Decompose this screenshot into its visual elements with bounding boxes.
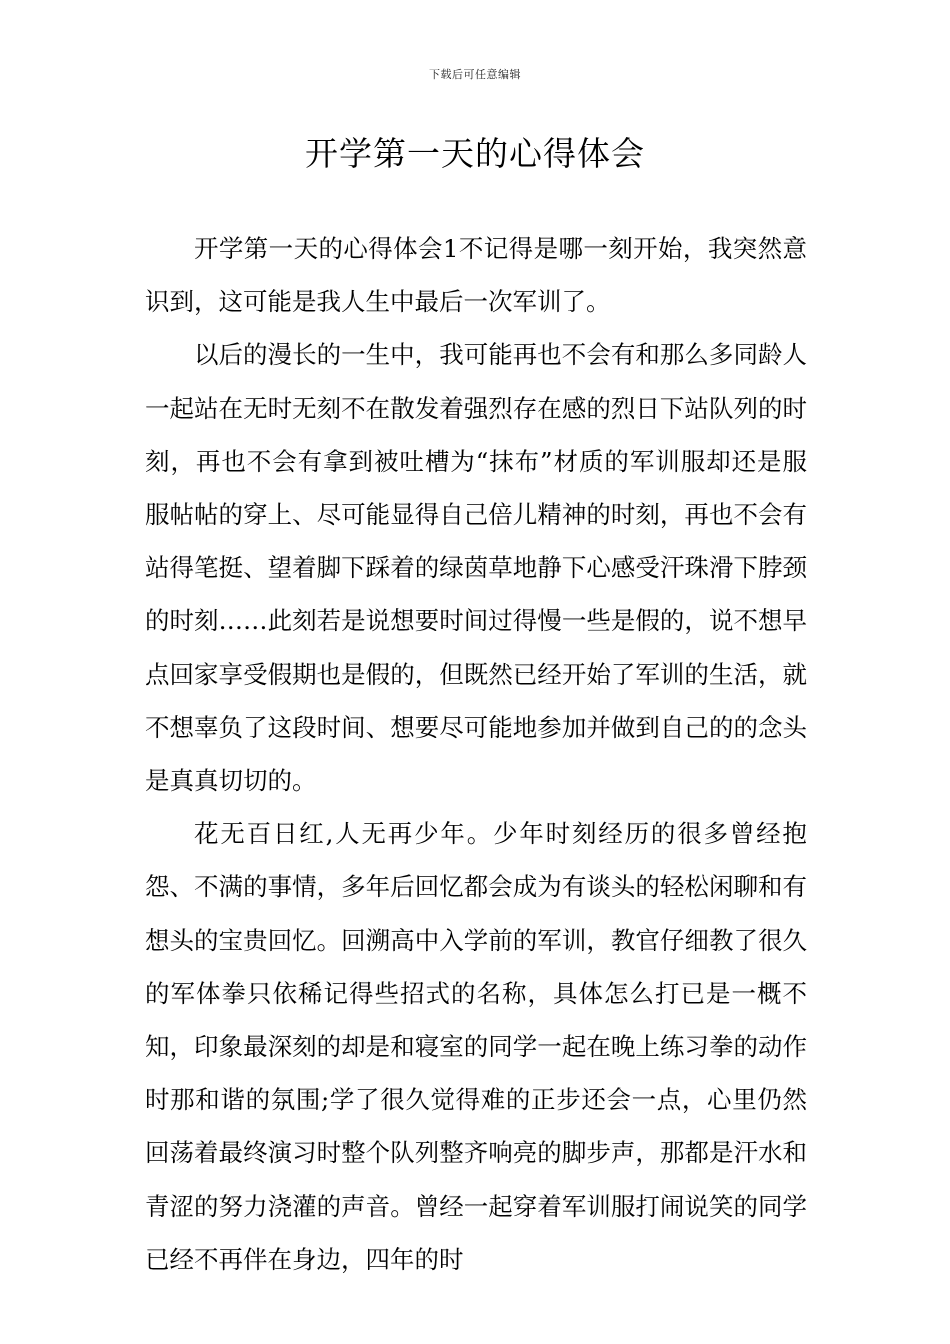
paragraph-1: 开学第一天的心得体会1不记得是哪一刻开始，我突然意识到，这可能是我人生中最后一次军训了。: [145, 234, 807, 317]
header-note: 下载后可任意编辑: [429, 68, 521, 81]
paragraph-2: 以后的漫长的一生中，我可能再也不会有和那么多同龄人一起站在无时无刻不在散发着强烈存在感的烈日下站队列的时刻，再也不会有拿到被吐槽为“抹布”材质的军训服却还是服服帖帖的穿上、尽可能显得自己倍儿精神的时刻，再也不会有站得笔挺、望着脚下踩着的绿茵草地静下心感受汗珠滑下脖颈的时刻……此刻若是说想要时间过得慢一些是假的，说不想早点回家享受假期也是假的，但既然已经开始了军训的生活，就不想辜负了这段时间、想要尽可能地参加并做到自己的的念头是真真切切的。: [145, 340, 807, 796]
document-title: 开学第一天的心得体会: [305, 134, 645, 173]
paragraph-3: 花无百日红,人无再少年。少年时刻经历的很多曾经抱怨、不满的事情，多年后回忆都会成为有谈头的轻松闲聊和有想头的宝贵回忆。回溯高中入学前的军训，教官仔细教了很久的军体拳只依稀记得些招式的名称，具体怎么打已是一概不知，印象最深刻的却是和寝室的同学一起在晚上练习拳的动作时那和谐的氛围;学了很久觉得难的正步还会一点，心里仍然回荡着最终演习时整个队列整齐响亮的脚步声，那都是汗水和青涩的努力浇灌的声音。曾经一起穿着军训服打闹说笑的同学已经不再伴在身边，四年的时: [145, 819, 807, 1274]
document-body: [145, 222, 807, 1286]
